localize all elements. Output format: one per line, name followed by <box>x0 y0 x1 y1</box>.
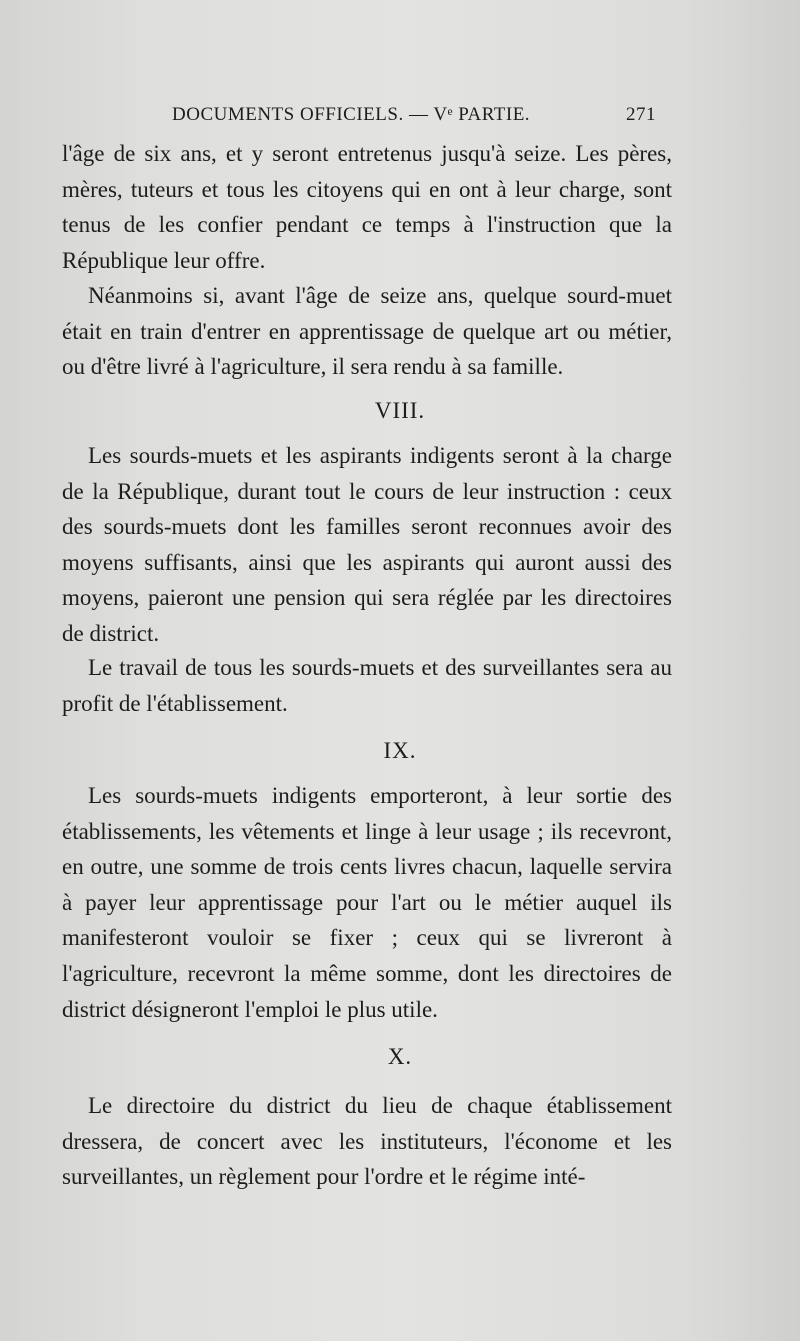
page-number: 271 <box>626 104 656 125</box>
running-title: DOCUMENTS OFFICIELS. — Vᵉ PARTIE. <box>172 104 531 125</box>
running-header <box>172 104 656 130</box>
paragraph-3: Les sourds-muets et les aspirants indigents seront à la charge de la République, durant tout le cours de leur instruction : ceux des sourds-muets dont les familles seront reconnues avoir des moyens suffisants, ainsi que les aspirants qui auront aussi des moyens, paieront une pension qui sera réglée par les directoires de district. <box>62 443 672 646</box>
paragraph-2: Néanmoins si, avant l'âge de seize ans, quelque sourd-muet était en train d'entrer en apprentissage de quelque art ou métier, ou d'être livré à l'agriculture, il sera rendu à sa famille. <box>62 283 672 380</box>
paragraph-4: Le travail de tous les sourds-muets et des surveillantes sera au profit de l'établissement. <box>62 655 672 716</box>
paragraph-6: Le directoire du district du lieu de chaque établissement dressera, de concert avec les instituteurs, l'économe et les surveillantes, un règlement pour l'ordre et le régime inté- <box>62 1093 672 1190</box>
section-heading-ix: IX. <box>383 738 417 763</box>
section-heading-viii: VIII. <box>374 398 426 423</box>
paragraph-5: Les sourds-muets indigents emporteront, à leur sortie des établissements, les vêtements et linge à leur usage ; ils recevront, en outre, une somme de trois cents livres chacun, laquelle servira à payer leur apprentissage pour l'art ou le métier auquel ils manifesteront vouloir se fixer ; ceux qui se livreront à l'agriculture, recevront la même somme, dont les directoires de district désigneront l'emploi le plus utile. <box>62 783 672 1022</box>
section-heading-x: X. <box>387 1044 413 1069</box>
paragraph-1: l'âge de six ans, et y seront entretenus jusqu'à seize. Les pères, mères, tuteurs et tous les citoyens qui en ont à leur charge, sont tenus de les confier pendant ce temps à l'instruction que la République leur offre. <box>62 141 672 273</box>
